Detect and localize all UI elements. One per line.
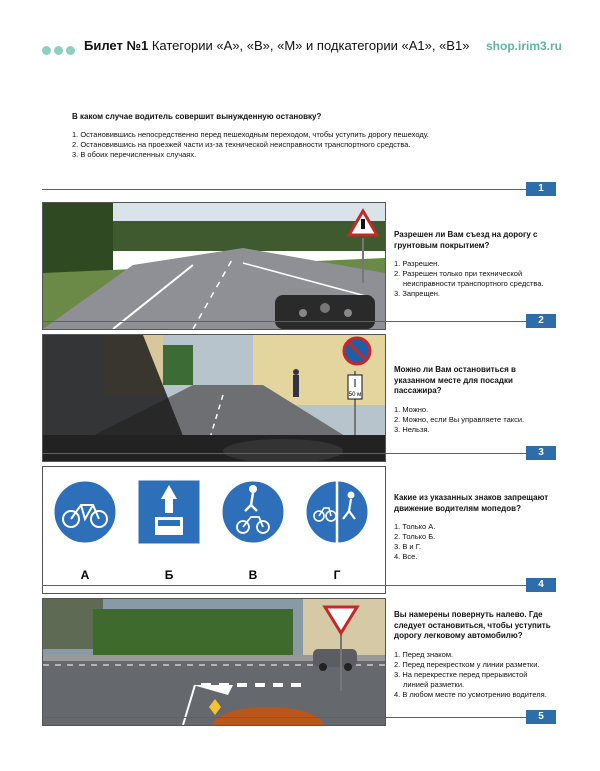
question-4 bbox=[394, 493, 554, 562]
answer-list bbox=[394, 522, 554, 562]
question-number-badge: 1 bbox=[526, 182, 556, 196]
question-1 bbox=[72, 112, 552, 160]
answer-option[interactable]: 4. В любом месте по усмотрению водителя. bbox=[394, 689, 547, 699]
answer-list bbox=[72, 130, 552, 160]
answer-option[interactable]: 4. Все. bbox=[394, 552, 418, 561]
answer-option[interactable]: 1. Перед знаком. bbox=[394, 649, 454, 659]
answer-option[interactable]: 2. Перед перекрестком у линии разметки. bbox=[394, 659, 540, 669]
header-dots bbox=[42, 42, 78, 60]
question-number-badge: 4 bbox=[526, 578, 556, 592]
question-2 bbox=[394, 230, 554, 299]
answer-option[interactable]: 2. Можно, если Вы управляете такси. bbox=[394, 414, 525, 424]
answer-option[interactable]: 2. Разрешен только при технической неисправности транспортного средства. bbox=[394, 269, 544, 288]
city-street-image bbox=[42, 334, 386, 462]
question-text: Разрешен ли Вам съезд на дорогу с грунтовым покрытием? bbox=[394, 230, 538, 250]
sign-label-v: В bbox=[248, 568, 258, 582]
dot-icon bbox=[66, 46, 75, 55]
answer-option[interactable]: 3. Нельзя. bbox=[394, 424, 430, 434]
question-3 bbox=[394, 365, 554, 435]
question-5 bbox=[394, 610, 554, 700]
answer-option[interactable]: 3. В и Г. bbox=[394, 542, 421, 551]
question-text: В каком случае водитель совершит вынужденную остановку? bbox=[72, 112, 322, 121]
divider bbox=[42, 321, 556, 322]
divider bbox=[42, 189, 556, 190]
answer-option[interactable]: 3. На перекрестке перед прерывистой линией разметки. bbox=[394, 669, 528, 689]
intersection-image bbox=[42, 598, 386, 726]
answer-option[interactable]: 3. Запрещен. bbox=[394, 289, 440, 298]
question-number-badge: 2 bbox=[526, 314, 556, 328]
page-title bbox=[84, 38, 469, 53]
answer-option[interactable]: 1. Можно. bbox=[394, 404, 429, 414]
answer-option[interactable]: 1. Остановившись непосредственно перед пешеходным переходом, чтобы уступить дорогу пешеходу. bbox=[72, 130, 429, 139]
dot-icon bbox=[42, 46, 51, 55]
sign-label-b: Б bbox=[164, 568, 174, 582]
road-scene-image bbox=[42, 202, 386, 330]
answer-list bbox=[394, 650, 554, 700]
answer-option[interactable]: 1. Разрешен. bbox=[394, 259, 440, 268]
sign-label-a: А bbox=[80, 568, 90, 582]
answer-list bbox=[394, 405, 554, 435]
road-signs-image bbox=[42, 466, 386, 594]
question-text: Можно ли Вам остановиться в указанном месте для посадки пассажира? bbox=[394, 365, 516, 395]
categories-text: Категории «А», «В», «М» и подкатегории «А1», «В1» bbox=[151, 38, 470, 53]
page-header bbox=[0, 36, 600, 60]
answer-option[interactable]: 2. Только Б. bbox=[394, 532, 436, 541]
site-link[interactable]: shop.irim3.ru bbox=[486, 39, 563, 53]
answer-option[interactable]: 3. В обоих перечисленных случаях. bbox=[72, 150, 197, 159]
question-number-badge: 5 bbox=[526, 710, 556, 724]
divider bbox=[42, 717, 556, 718]
sign-plate-text: 50 м bbox=[348, 392, 362, 398]
sign-label-g: Г bbox=[333, 568, 341, 582]
question-number-badge: 3 bbox=[526, 446, 556, 460]
answer-option[interactable]: 2. Остановившись на проезжей части из-за технической неисправности транспортного средства. bbox=[72, 140, 411, 149]
question-text: Какие из указанных знаков запрещают движение водителям мопедов? bbox=[394, 493, 549, 513]
question-text: Вы намерены повернуть налево. Где следует остановиться, чтобы уступить дорогу легковому автомобилю? bbox=[394, 610, 551, 640]
ticket-number: Билет №1 bbox=[84, 38, 149, 53]
divider bbox=[42, 453, 556, 454]
dot-icon bbox=[54, 46, 63, 55]
answer-option[interactable]: 1. Только А. bbox=[394, 522, 436, 531]
answer-list bbox=[394, 259, 554, 299]
divider bbox=[42, 585, 556, 586]
